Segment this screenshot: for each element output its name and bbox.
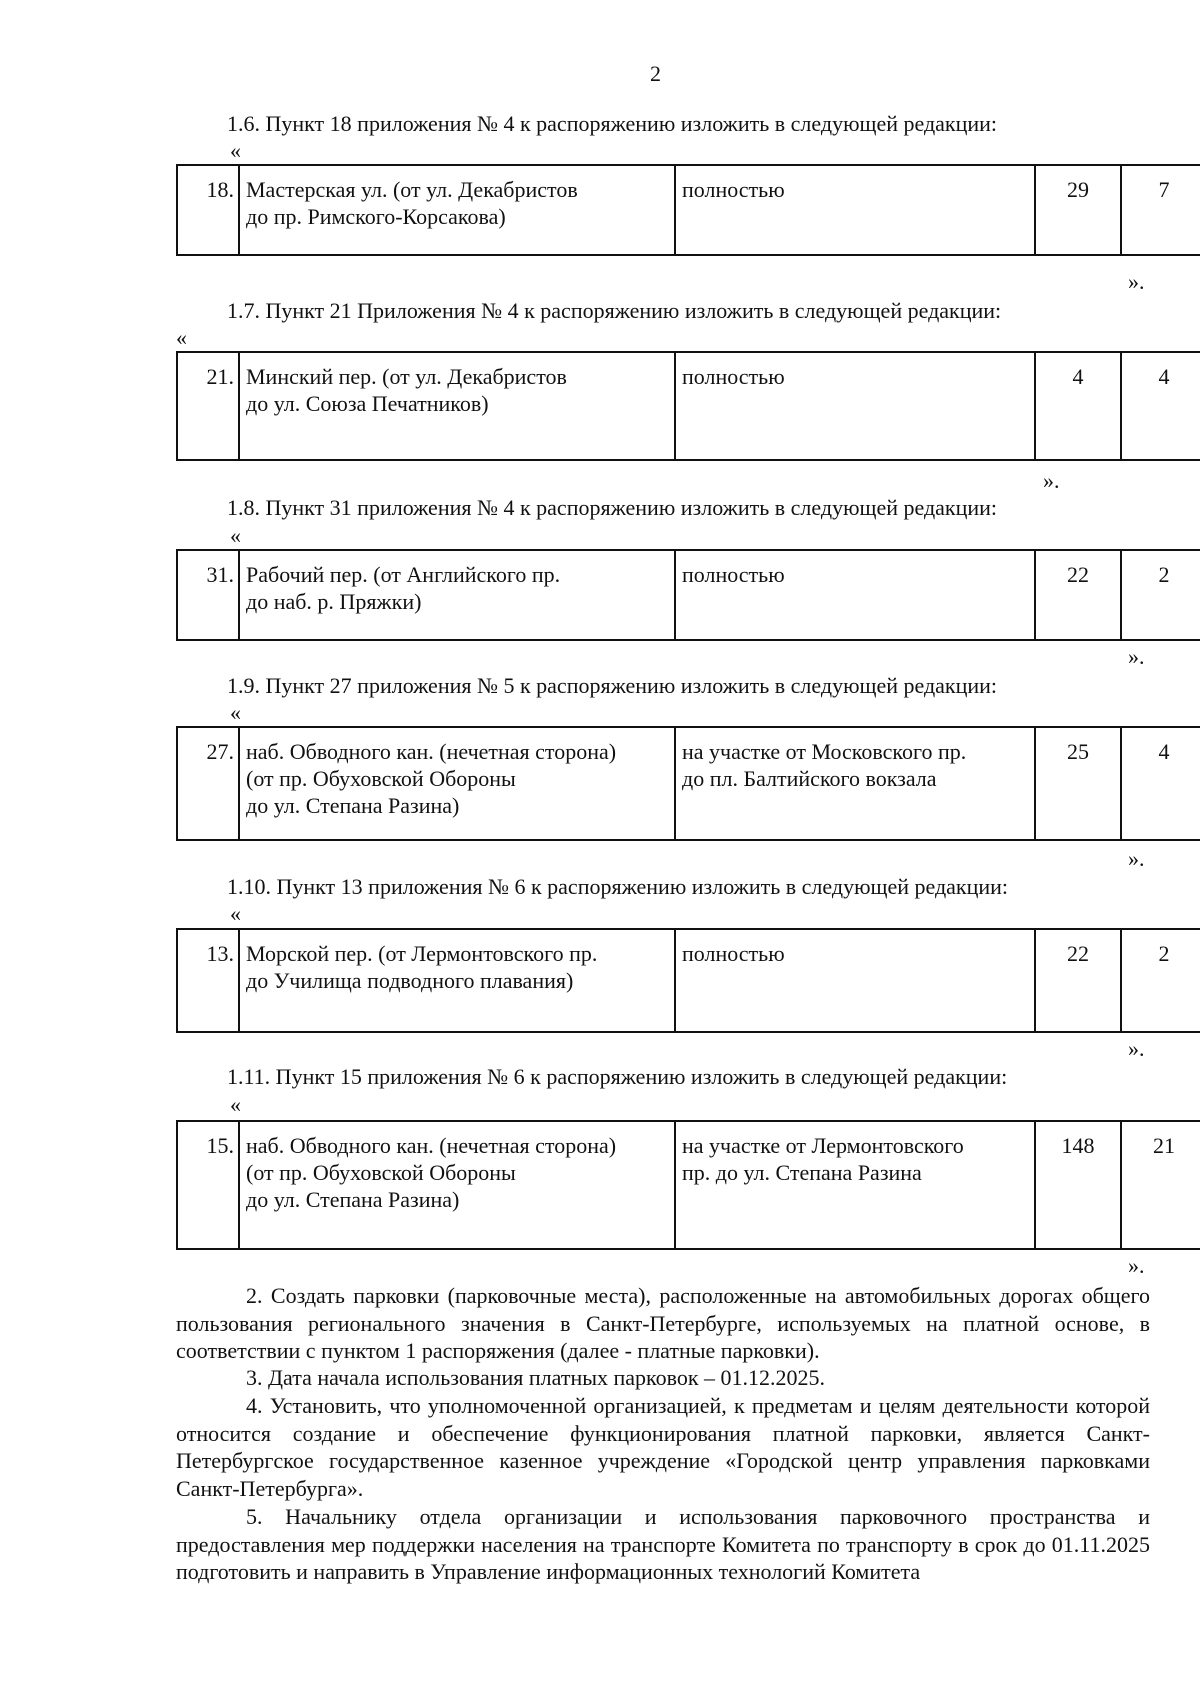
open-quote: « [176, 325, 187, 350]
amendment-heading: 1.10. Пункт 13 приложения № 6 к распоряжению изложить в следующей редакции: [227, 874, 1009, 899]
length-cell: 148 [1035, 1121, 1121, 1249]
street-line: до наб. р. Пряжки) [246, 589, 422, 614]
extent-line: на участке от Лермонтовского [682, 1133, 964, 1158]
street-cell [239, 929, 675, 1032]
places-cell: 4 [1121, 352, 1200, 460]
paragraph-text: 2. Создать парковки (парковочные места), расположенные на автомобильных дорогах общего пользования регионального значения в Санкт-Петербурге, используемых на платной основе, в соответствии с пунктом 1 распоряжения (далее - платные парковки). [176, 1283, 1150, 1363]
length-cell: 29 [1035, 165, 1121, 255]
close-quote: ». [1128, 1036, 1145, 1061]
extent-cell [675, 165, 1035, 255]
street-line: наб. Обводного кан. (нечетная сторона) [246, 739, 617, 764]
extent-cell [675, 352, 1035, 460]
street-line: Рабочий пер. (от Английского пр. [246, 562, 561, 587]
street-line: наб. Обводного кан. (нечетная сторона) [246, 1133, 617, 1158]
street-cell [239, 165, 675, 255]
places-cell: 2 [1121, 550, 1200, 640]
body-paragraph [176, 1282, 1150, 1365]
amendment-table [176, 1120, 1200, 1250]
close-quote: ». [1128, 269, 1145, 294]
amendment-table [176, 164, 1200, 256]
table-row [177, 727, 1200, 840]
street-cell [239, 550, 675, 640]
amendment-heading: 1.9. Пункт 27 приложения № 5 к распоряжению изложить в следующей редакции: [227, 673, 998, 698]
open-quote: « [230, 1092, 241, 1117]
amendment-table [176, 549, 1200, 641]
extent-line: пр. до ул. Степана Разина [682, 1160, 922, 1185]
street-line: до ул. Союза Печатников) [246, 391, 489, 416]
paragraph-text: 5. Начальнику отдела организации и использования парковочного пространства и предоставления мер поддержки населения на транспорте Комитета по транспорту в срок до 01.11.2025 подготовить и направить в Управление информационных технологий Комитета [176, 1504, 1150, 1584]
table-row [177, 1121, 1200, 1249]
street-cell [239, 1121, 675, 1249]
street-line: Минский пер. (от ул. Декабристов [246, 364, 567, 389]
street-line: до ул. Степана Разина) [246, 793, 460, 818]
places-cell: 21 [1121, 1121, 1200, 1249]
places-cell: 4 [1121, 727, 1200, 840]
street-line: Мастерская ул. (от ул. Декабристов [246, 177, 578, 202]
table-row [177, 929, 1200, 1032]
street-line: (от пр. Обуховской Обороны [246, 1160, 516, 1185]
places-cell: 7 [1121, 165, 1200, 255]
extent-line: до пл. Балтийского вокзала [682, 766, 937, 791]
row-number: 21. [177, 352, 239, 460]
length-cell: 4 [1035, 352, 1121, 460]
extent-cell [675, 727, 1035, 840]
close-quote: ». [1128, 846, 1145, 871]
table-row [177, 165, 1200, 255]
row-number: 18. [177, 165, 239, 255]
row-number: 15. [177, 1121, 239, 1249]
open-quote: « [230, 523, 241, 548]
extent-line: полностью [682, 177, 785, 202]
amendment-heading: 1.7. Пункт 21 Приложения № 4 к распоряжению изложить в следующей редакции: [227, 298, 1002, 323]
extent-line: полностью [682, 562, 785, 587]
close-quote: ». [1043, 468, 1060, 493]
close-quote: ». [1128, 1253, 1145, 1278]
amendment-table [176, 928, 1200, 1033]
street-cell [239, 727, 675, 840]
street-line: до Училища подводного плавания) [246, 968, 574, 993]
body-paragraph [176, 1392, 1150, 1502]
extent-cell [675, 1121, 1035, 1249]
table-row [177, 550, 1200, 640]
length-cell: 22 [1035, 929, 1121, 1032]
amendment-table [176, 726, 1200, 841]
extent-line: на участке от Московского пр. [682, 739, 967, 764]
street-line: Морской пер. (от Лермонтовского пр. [246, 941, 598, 966]
amendment-heading: 1.8. Пункт 31 приложения № 4 к распоряжению изложить в следующей редакции: [227, 495, 998, 520]
extent-cell [675, 929, 1035, 1032]
street-line: до пр. Римского-Корсакова) [246, 204, 506, 229]
row-number: 13. [177, 929, 239, 1032]
open-quote: « [230, 138, 241, 163]
body-paragraph [176, 1503, 1150, 1586]
extent-line: полностью [682, 941, 785, 966]
amendment-heading: 1.6. Пункт 18 приложения № 4 к распоряжению изложить в следующей редакции: [227, 111, 998, 136]
row-number: 27. [177, 727, 239, 840]
extent-cell [675, 550, 1035, 640]
length-cell: 25 [1035, 727, 1121, 840]
length-cell: 22 [1035, 550, 1121, 640]
page-number: 2 [650, 61, 661, 86]
paragraph-text: 3. Дата начала использования платных парковок – 01.12.2025. [246, 1365, 826, 1390]
table-row [177, 352, 1200, 460]
extent-line: полностью [682, 364, 785, 389]
body-paragraph [176, 1364, 1150, 1392]
street-line: до ул. Степана Разина) [246, 1187, 460, 1212]
paragraph-text: 4. Установить, что уполномоченной организацией, к предметам и целям деятельности которой относится создание и обеспечение функционирования платной парковки, является Санкт-Петербургское государственное казенное учреждение «Городской центр управления парковками Санкт-Петербурга». [176, 1393, 1150, 1501]
places-cell: 2 [1121, 929, 1200, 1032]
amendment-table [176, 351, 1200, 461]
row-number: 31. [177, 550, 239, 640]
close-quote: ». [1128, 644, 1145, 669]
open-quote: « [230, 901, 241, 926]
street-line: (от пр. Обуховской Обороны [246, 766, 516, 791]
street-cell [239, 352, 675, 460]
amendment-heading: 1.11. Пункт 15 приложения № 6 к распоряжению изложить в следующей редакции: [227, 1064, 1008, 1089]
open-quote: « [230, 700, 241, 725]
